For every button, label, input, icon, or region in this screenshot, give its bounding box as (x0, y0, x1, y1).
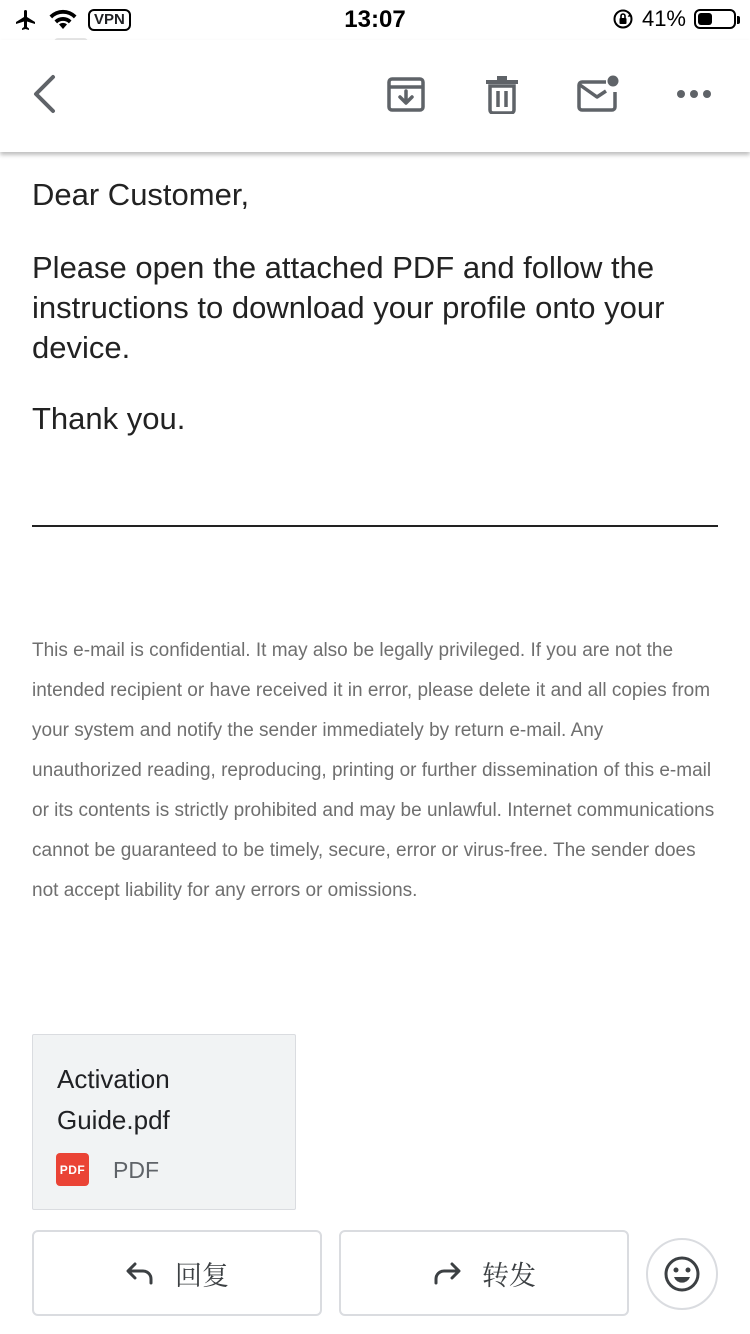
forward-button[interactable] (339, 1230, 629, 1316)
attachment-card[interactable] (32, 1034, 296, 1210)
attachment-name (57, 1059, 277, 1141)
reply-button[interactable] (32, 1230, 322, 1316)
more-icon (676, 88, 712, 100)
forward-icon (432, 1260, 462, 1286)
email-paragraph: Please open the attached PDF and follow the instructions to download your profile onto your device. (32, 250, 665, 365)
back-arrow-icon (29, 74, 59, 114)
status-right (612, 6, 736, 32)
toolbar (0, 40, 750, 152)
smiley-icon (663, 1255, 701, 1293)
reply-label: 回复 (175, 1260, 229, 1292)
battery-icon (694, 9, 736, 29)
status-time: 13:07 (344, 6, 406, 33)
vpn-badge: VPN (88, 9, 131, 31)
signature-divider (32, 525, 718, 527)
email-disclaimer: This e-mail is confidential. It may also be legally privileged. If you are not the intended recipient or have received it in error, please delete it and all copies from your system and notify the sender immediately by return e-mail. Any unauthorized reading, reproducing, printing or further dissemination of this e-mail or its contents is strictly prohibited and may be unlawful. Internet communications cannot be guaranteed to be timely, secure, error or virus-free. The sender does not accept liability for any errors or omissions. (32, 640, 715, 901)
battery-percent: 41% (641, 6, 686, 31)
delete-button[interactable] (474, 66, 530, 122)
back-button[interactable] (16, 66, 72, 122)
archive-button[interactable] (378, 66, 434, 122)
more-button[interactable] (666, 66, 722, 122)
rotation-lock-icon (612, 8, 634, 30)
mark-unread-button[interactable] (570, 66, 626, 122)
reply-icon (125, 1260, 155, 1286)
forward-label: 转发 (482, 1260, 536, 1292)
archive-icon (386, 74, 426, 114)
attachment-type: PDF (113, 1157, 159, 1183)
mark-unread-icon (576, 74, 620, 114)
trash-icon (484, 74, 520, 114)
battery-fill (698, 13, 712, 25)
attachment-name-line1: Activation (57, 1064, 170, 1094)
email-greeting: Dear Customer, (32, 177, 250, 212)
emoji-reaction-button[interactable] (646, 1238, 718, 1310)
email-closing: Thank you. (32, 401, 186, 436)
pdf-icon: PDF (56, 1153, 89, 1186)
attachment-name-line2: Guide.pdf (57, 1105, 170, 1135)
